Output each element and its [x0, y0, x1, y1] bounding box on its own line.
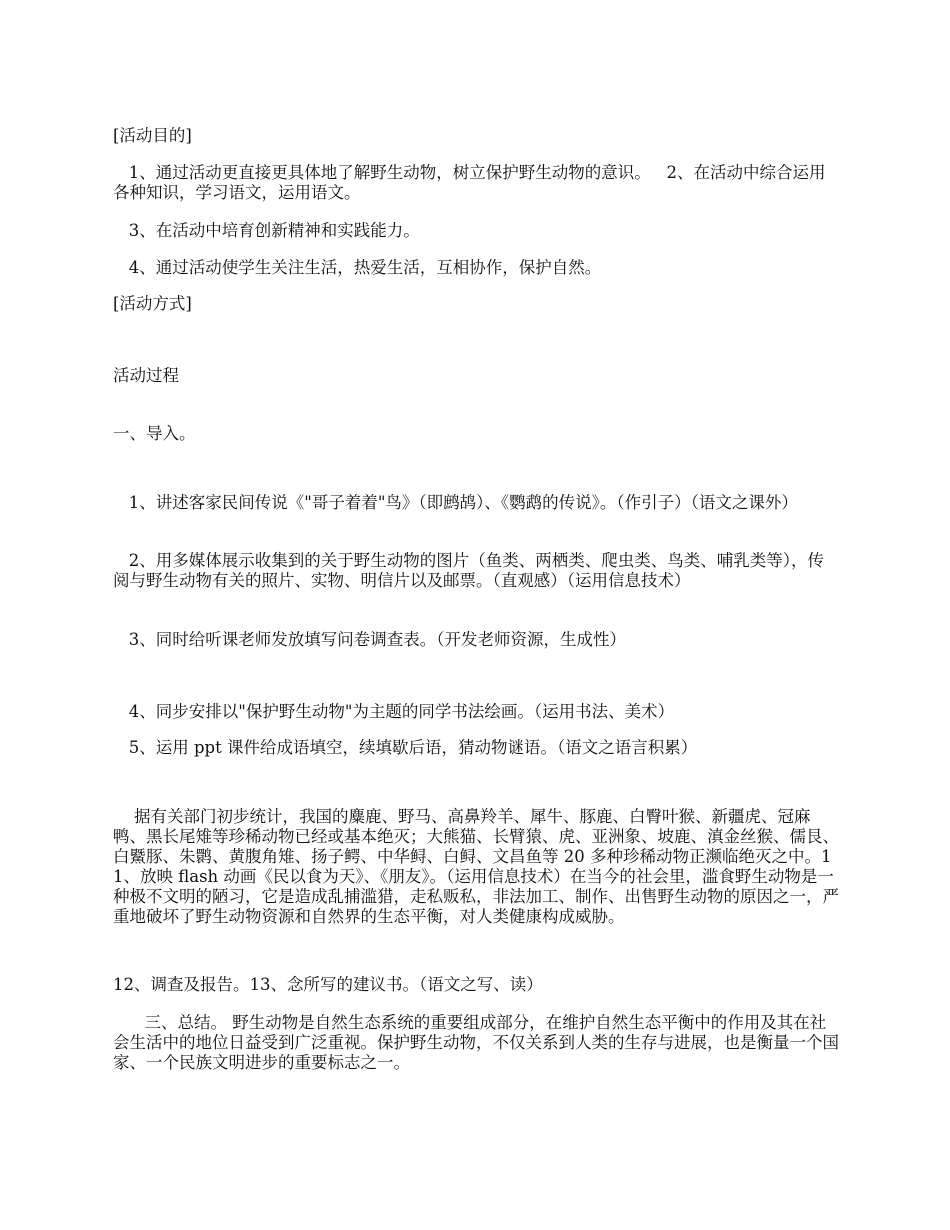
paragraph-intro-5: 5、运用 ppt 课件给成语填空，续填歇后语，猜动物谜语。（语文之语言积累）	[113, 738, 698, 757]
paragraph-purpose-4: 4、通过活动使学生关注生活，热爱生活，互相协作，保护自然。	[113, 258, 602, 277]
paragraph-intro-3: 3、同时给听课老师发放填写问卷调查表。（开发老师资源，生成性）	[113, 630, 626, 649]
paragraph-intro-2: 2、用多媒体展示收集到的关于野生动物的图片（鱼类、两栖类、爬虫类、鸟类、哺乳类等），传阅与野生动物有关的照片、实物、明信片以及邮票。（直观感）（运用信息技术）	[113, 551, 824, 590]
heading-introduction: 一、导入。	[113, 424, 196, 443]
paragraph-statistics: 据有关部门初步统计，我国的麋鹿、野马、高鼻羚羊、犀牛、豚鹿、白臀叶猴、新疆虎、冠麻鸭、黑长尾雉等珍稀动物已经或基本绝灭；大熊猫、长臂猿、虎、亚洲象、坡鹿、滇金丝猴、儒艮、白鱀豚、朱鹮、黄腹角雉、扬子鳄、中华鲟、白鲟、文昌鱼等 20 多种珍稀动物正濒临绝灭之中。11、放映 flash 动画《民以食为天》、《朋友》。（运用信息技术）在当今的社会里，滥食野生动物是一种极不文明的陋习，它是造成乱捕滥猎，走私贩私，非法加工、制作、出售野生动物的原因之一，严重地破坏了野生动物资源和自然界的生态平衡，对人类健康构成威胁。	[113, 807, 839, 926]
paragraph-purpose-1-2: 1、通过活动更直接更具体地了解野生动物，树立保护野生动物的意识。 2、在活动中综合运用各种知识，学习语文，运用语文。	[113, 163, 826, 202]
paragraph-intro-4: 4、同步安排以"保护野生动物"为主题的同学书法绘画。（运用书法、美术）	[113, 702, 675, 721]
heading-activity-method: [活动方式]	[113, 294, 192, 313]
paragraph-purpose-3: 3、在活动中培育创新精神和实践能力。	[113, 221, 420, 240]
paragraph-summary: 三、总结。 野生动物是自然生态系统的重要组成部分，在维护自然生态平衡中的作用及其在社会生活中的地位日益受到广泛重视。保护野生动物，不仅关系到人类的生存与进展，也是衡量一个国家、一个民族文明进步的重要标志之一。	[113, 1013, 839, 1072]
paragraph-survey-report: 12、调查及报告。13、念所写的建议书。（语文之写、读）	[113, 975, 543, 994]
heading-activity-purpose: [活动目的]	[113, 126, 192, 145]
heading-activity-process: 活动过程	[113, 366, 179, 385]
paragraph-intro-1: 1、讲述客家民间传说《"哥子着着"鸟》（即鹧鸪）、《鹦鹉的传说》。（作引子）（语文之课外）	[113, 493, 798, 512]
